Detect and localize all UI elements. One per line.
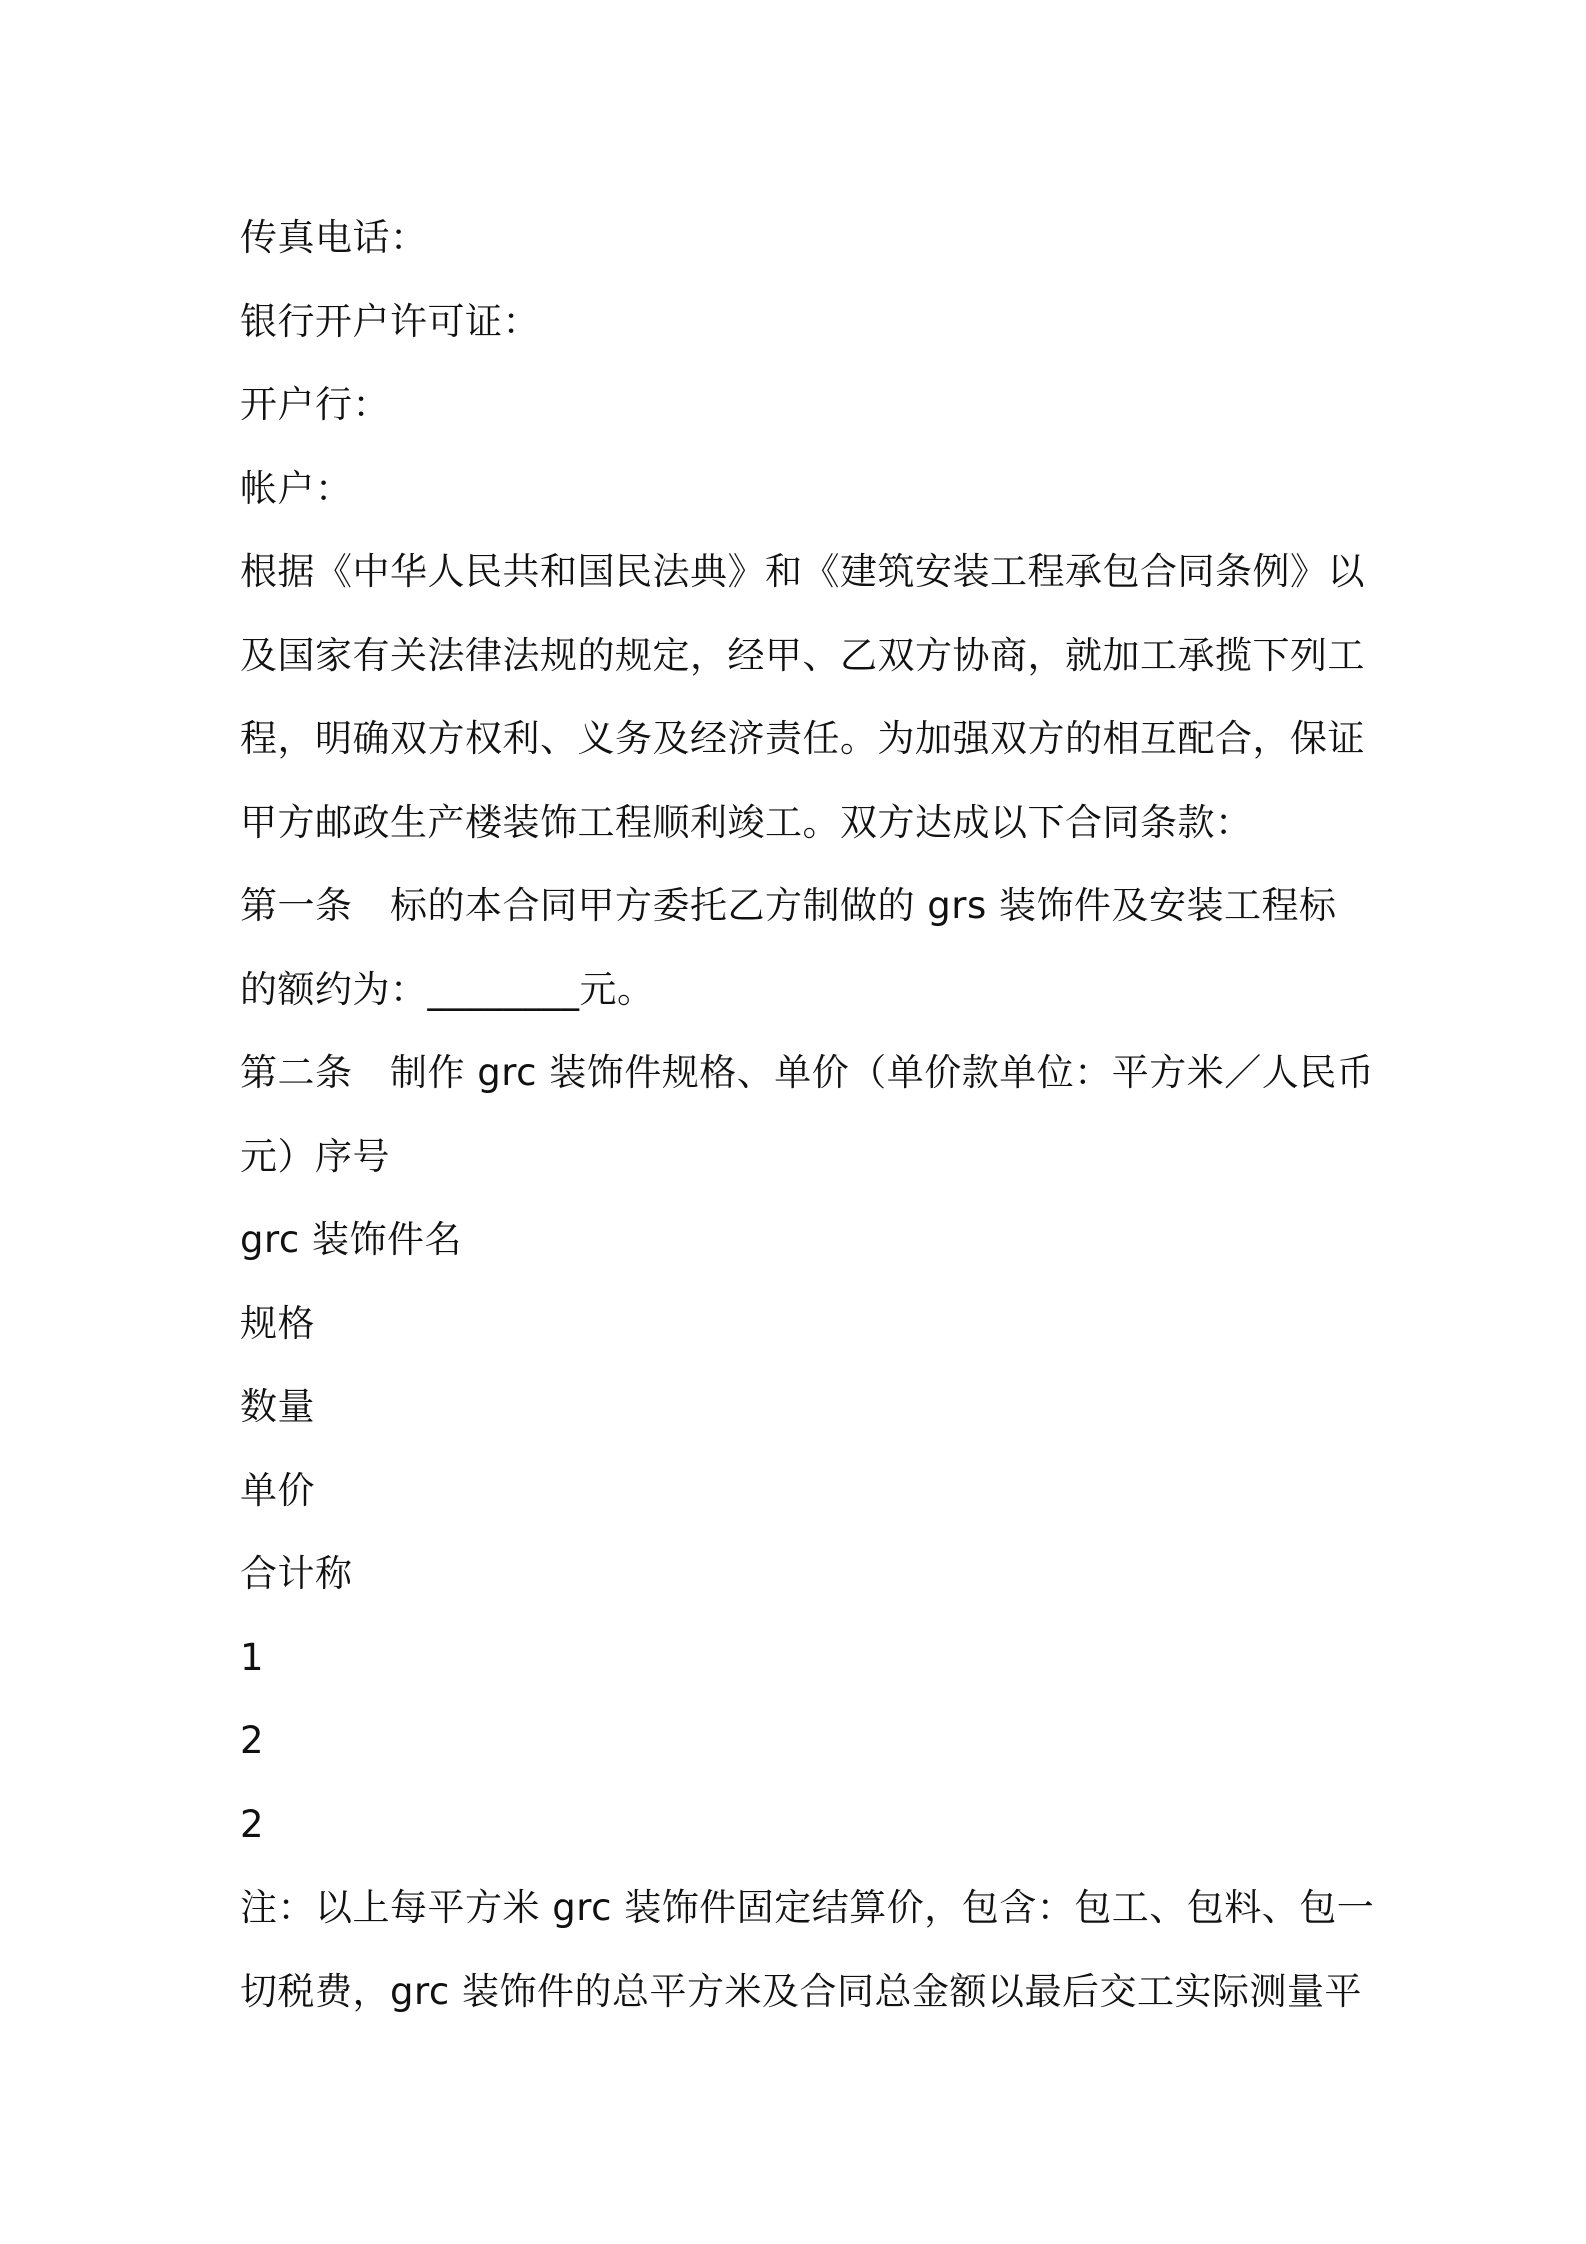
paragraph-line: 甲方邮政生产楼装饰工程顺利竣工。双方达成以下合同条款： — [240, 800, 1253, 844]
paragraph-line: 根据《中华人民共和国民法典》和《建筑安装工程承包合同条例》以 — [240, 550, 1365, 593]
account-label: 帐户： — [240, 466, 353, 510]
article-one-line: 第一条 标的本合同甲方委托乙方制做的 grs 装饰件及安装工程标 — [240, 884, 1337, 927]
table-header-unit-price: 单价 — [240, 1468, 315, 1512]
paragraph-line: 及国家有关法律法规的规定，经甲、乙双方协商，就加工承揽下列工 — [240, 633, 1365, 677]
paragraph-line: 程，明确双方权利、义务及经济责任。为加强双方的相互配合，保证 — [240, 717, 1365, 760]
note-line: 切税费，grc 装饰件的总平方米及合同总金额以最后交工实际测量平 — [240, 1969, 1362, 2013]
article-two-line: 第二条 制作 grc 装饰件规格、单价（单价款单位：平方米／人民币 — [240, 1051, 1375, 1094]
table-header-total: 合计称 — [240, 1552, 353, 1595]
table-header-quantity: 数量 — [240, 1385, 315, 1428]
article-one-line: 的额约为：________元。 — [240, 967, 655, 1011]
fax-label: 传真电话： — [240, 216, 428, 259]
document-page — [240, 196, 1375, 2033]
bank-label: 开户行： — [240, 383, 390, 426]
table-header-name: grc 装饰件名 — [240, 1218, 462, 1261]
table-row-number: 2 — [240, 1719, 265, 1762]
table-header-spec: 规格 — [240, 1301, 315, 1345]
bank-permit-label: 银行开户许可证： — [240, 299, 540, 343]
table-row-number: 1 — [240, 1635, 265, 1679]
table-row-number: 2 — [240, 1802, 265, 1846]
article-two-line: 元）序号 — [240, 1134, 390, 1178]
note-line: 注：以上每平方米 grc 装饰件固定结算价，包含：包工、包料、包一 — [240, 1886, 1375, 1929]
